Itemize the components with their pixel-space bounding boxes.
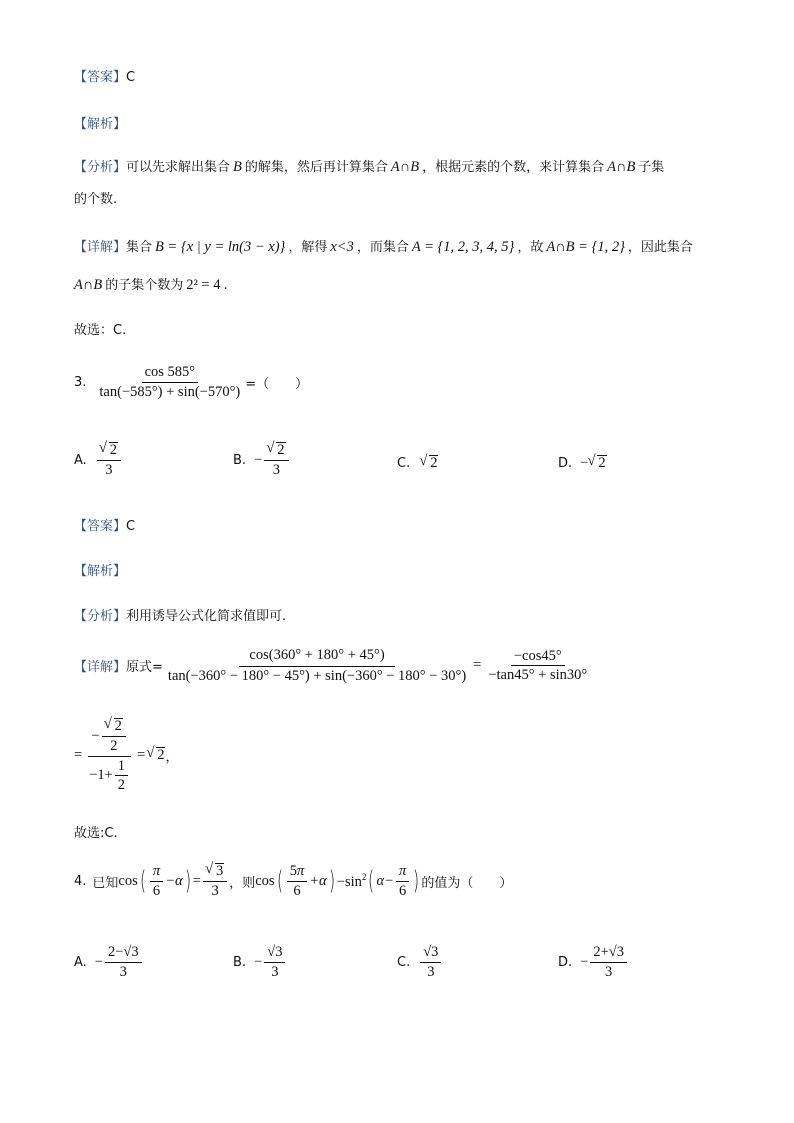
answer-tag: 【答案】 (74, 519, 127, 534)
denominator: 3 (427, 963, 435, 980)
xiangjie-tag: 【详解】 (74, 240, 127, 255)
question-number: 4. (74, 873, 87, 889)
q4-option-d[interactable] (558, 944, 629, 980)
big-numerator: cos(360° + 180° + 45°) (239, 647, 394, 667)
q2-answer-line (74, 66, 135, 85)
q2-xiangjie-line2 (74, 274, 228, 294)
q3-option-c[interactable] (397, 455, 438, 472)
yuanshi-label: 原式= (126, 660, 163, 676)
q4-text: 的值为（ ） (421, 875, 513, 891)
fenxi-text: 子集 (638, 160, 665, 175)
q2-xiangjie-line1 (74, 236, 693, 256)
xiangjie-text: ，故 (517, 240, 544, 255)
analysis-tag: 【解析】 (74, 117, 127, 132)
numerator: 2−√3 (105, 944, 142, 963)
q3-option-d[interactable] (558, 455, 607, 472)
xiangjie-text: . (223, 278, 228, 293)
fenxi-text: 可以先求解出集合 (126, 160, 231, 175)
math-intersection: A∩B = {1, 2} (546, 239, 625, 255)
q3-answer-line (74, 515, 135, 534)
math-a-cap-b: A∩B (390, 159, 420, 175)
equals: = (137, 747, 146, 764)
answer-value: C (126, 519, 136, 534)
radicand: 2 (157, 747, 165, 764)
fenxi-tag: 【分析】 (74, 160, 127, 175)
option-label: A. (74, 954, 87, 970)
compound-fraction (86, 718, 133, 794)
q2-fenxi-line1 (74, 156, 664, 176)
numerator: √3 (420, 944, 441, 963)
radicand: 2 (109, 442, 118, 458)
q3-fraction (96, 364, 243, 400)
numerator: √3 (264, 944, 285, 963)
option-label: D. (558, 456, 573, 471)
minus-sign: − (94, 953, 103, 970)
q2-choose: 故选：C. (74, 323, 127, 338)
option-label: B. (233, 452, 247, 468)
option-label: B. (233, 954, 247, 970)
question-number: 3. (74, 374, 87, 390)
fenxi-tag: 【分析】 (74, 609, 127, 624)
minus-sign: − (580, 455, 589, 471)
big-fraction (165, 647, 469, 684)
math-x-lt-3: x<3 (330, 239, 354, 255)
xiangjie-text: 集合 (126, 240, 153, 255)
minus-sign: − (91, 727, 100, 744)
option-label: D. (558, 954, 573, 970)
radicand: 2 (277, 442, 285, 458)
radicand: 2 (430, 455, 438, 471)
compound-den-text: −1+ (89, 767, 113, 784)
fenxi-text: 利用诱导公式化简求值即可. (126, 609, 287, 624)
q4-option-a[interactable] (74, 944, 144, 980)
math-a-cap-b: A∩B (607, 159, 636, 175)
denominator: 3 (272, 461, 280, 478)
denominator: 2 (110, 737, 118, 754)
denominator: 3 (271, 963, 279, 980)
big-denominator: tan(−360° − 180° − 45°) + sin(−360° − 180° − 30°) (167, 667, 467, 684)
q3-stem (74, 364, 308, 400)
option-label: A. (74, 452, 87, 468)
option-label: C. (397, 456, 411, 471)
xiangjie-text: 的子集个数为 (105, 278, 184, 293)
q4-stem: 4. 已知 cos ( $\frac{\pi}{6}$ −α ) = √ $\frac{3}{3}$ ，则 cos ( $\frac{5\pi}{6}$ +α ) $-\sin^2$ ( α− $\frac{\pi}{6}$ ) 的值为（ ） (74, 863, 512, 900)
q3-option-a[interactable] (74, 442, 123, 479)
fenxi-text: ，根据元素的个数，来计算集合 (422, 160, 605, 175)
fenxi-text: 的解集，然后再计算集合 (244, 160, 388, 175)
math-set-b: B = {x | y = ln(3 − x)} (155, 239, 286, 255)
q3-denominator: tan(−585°) + sin(−570°) (99, 383, 241, 400)
option-label: C. (397, 954, 411, 970)
inner-numerator: 1 (115, 758, 128, 777)
comma: ， (165, 750, 179, 766)
equals: = (473, 657, 482, 674)
answer-tag: 【答案】 (74, 70, 127, 85)
reduced-denominator: −tan45° + sin30° (488, 667, 588, 684)
reduced-numerator: −cos45° (511, 648, 565, 667)
answer-value: C (126, 70, 136, 85)
q4-option-c[interactable] (397, 944, 443, 980)
minus-sign: − (254, 451, 263, 468)
option-fraction (97, 442, 121, 479)
minus-sign: − (580, 953, 589, 970)
inner-denominator: 2 (117, 777, 126, 794)
q3-option-b[interactable] (233, 442, 291, 479)
radicand: 2 (114, 718, 122, 734)
q3-xiangjie-line1 (74, 647, 592, 684)
math-set-a: A = {1, 2, 3, 4, 5} (411, 239, 515, 255)
minus-sign: − (254, 953, 263, 970)
q3-numerator: cos 585° (142, 364, 199, 383)
q2-fenxi-line2: 的个数. (74, 192, 118, 207)
q4-text: 已知 (92, 875, 119, 891)
q3-choose: 故选:C. (74, 826, 118, 841)
reduced-fraction (485, 648, 590, 684)
denominator: 3 (105, 461, 113, 478)
xiangjie-tag: 【详解】 (74, 660, 127, 676)
q4-option-b[interactable] (233, 944, 287, 980)
xiangjie-text: ，因此集合 (627, 240, 693, 255)
radicand: 2 (598, 455, 606, 471)
q4-text: ，则 (229, 875, 256, 891)
denominator: 3 (119, 963, 127, 980)
math-power: 2² = 4 (186, 277, 221, 293)
q3-fenxi (74, 605, 286, 624)
xiangjie-text: ，解得 (288, 240, 328, 255)
denominator: 3 (605, 963, 613, 980)
numerator: 2+√3 (590, 944, 627, 963)
q3-xiangjie-line2: = − √ $\frac{2}{2}$ −1+ $\frac{1}{2}$ = √ 2 ， (74, 718, 179, 794)
analysis-tag: 【解析】 (74, 564, 127, 579)
math-a-cap-b: A∩B (74, 277, 103, 293)
math-b: B (233, 159, 242, 175)
xiangjie-text: ，而集合 (356, 240, 409, 255)
option-fraction (264, 442, 288, 479)
q3-tail: =（ ） (245, 376, 309, 392)
